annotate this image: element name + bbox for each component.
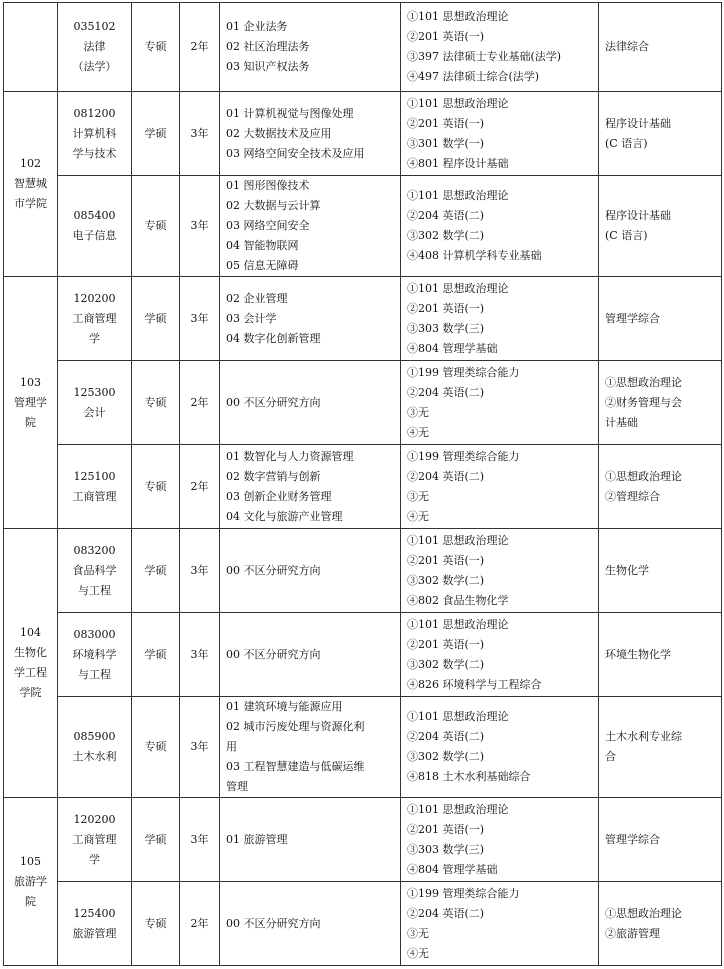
directions-cell xyxy=(220,613,401,697)
degree-type: 专硕 xyxy=(132,697,180,798)
retest-subject: 管理学综合 xyxy=(605,311,660,325)
directions-cell xyxy=(220,882,401,966)
major-name: 与工程 xyxy=(78,667,111,681)
study-years: 2年 xyxy=(180,445,220,529)
table-row xyxy=(4,529,722,613)
exam-subject: ②201 英语(一) xyxy=(407,822,485,836)
degree-type: 专硕 xyxy=(132,3,180,92)
study-years: 3年 xyxy=(180,798,220,882)
direction-item: 00 不区分研究方向 xyxy=(226,395,321,409)
exam-subjects-cell xyxy=(401,176,599,277)
retest-cell xyxy=(599,529,722,613)
exam-subject: ③无 xyxy=(407,489,429,503)
exam-subject: ①101 思想政治理论 xyxy=(407,710,509,723)
major-name: 旅游管理 xyxy=(72,926,117,940)
direction-item: 03 会计学 xyxy=(226,311,277,325)
major-name: 与工程 xyxy=(78,583,111,597)
exam-subjects-cell xyxy=(401,882,599,966)
direction-item: 01 计算机视觉与图像处理 xyxy=(226,106,354,120)
major-cell xyxy=(58,529,132,613)
table-row xyxy=(4,697,722,798)
major-name: （法学） xyxy=(72,60,117,73)
major-cell xyxy=(58,176,132,277)
exam-subjects-cell xyxy=(401,798,599,882)
study-years: 2年 xyxy=(180,882,220,966)
retest-cell xyxy=(599,697,722,798)
directions-cell xyxy=(220,176,401,277)
direction-item: 02 大数据与云计算 xyxy=(226,199,321,212)
exam-subject: ①101 思想政治理论 xyxy=(407,189,509,202)
major-name: 学 xyxy=(89,852,100,866)
major-name: 学与技术 xyxy=(72,146,117,160)
exam-subject: ①199 管理类综合能力 xyxy=(407,365,520,379)
college-cell xyxy=(4,3,58,92)
major-name: 土木水利 xyxy=(72,750,117,763)
exam-subject: ③无 xyxy=(407,926,429,940)
major-name: 食品科学 xyxy=(72,563,117,577)
direction-item: 02 城市污废处理与资源化利 xyxy=(226,720,365,733)
major-name: 法律 xyxy=(83,40,106,53)
retest-cell xyxy=(599,798,722,882)
retest-subject: ①思想政治理论 xyxy=(605,469,682,483)
exam-subject: ②204 英语(二) xyxy=(407,906,485,920)
retest-subject: 法律综合 xyxy=(605,40,649,53)
direction-item: 02 企业管理 xyxy=(226,291,288,305)
direction-item: 04 文化与旅游产业管理 xyxy=(226,509,343,523)
exam-subject: ①101 思想政治理论 xyxy=(407,802,509,816)
major-name: 电子信息 xyxy=(72,229,117,242)
major-name: 环境科学 xyxy=(72,647,117,661)
major-name: 学 xyxy=(89,331,100,345)
exam-subject: ②201 英语(一) xyxy=(407,553,485,567)
direction-item: 02 数字营销与创新 xyxy=(226,469,321,483)
study-years: 3年 xyxy=(180,277,220,361)
table-row xyxy=(4,798,722,882)
retest-cell xyxy=(599,613,722,697)
major-cell xyxy=(58,361,132,445)
exam-subject: ④408 计算机学科专业基础 xyxy=(407,249,542,262)
exam-subject: ③301 数学(一) xyxy=(407,136,485,150)
retest-cell xyxy=(599,92,722,176)
major-code: 083000 xyxy=(73,627,116,641)
exam-subject: ④801 程序设计基础 xyxy=(407,156,509,170)
degree-type: 学硕 xyxy=(132,277,180,361)
table-row xyxy=(4,92,722,176)
retest-subject: ②管理综合 xyxy=(605,489,660,503)
college-code: 103 xyxy=(20,375,41,389)
direction-item: 00 不区分研究方向 xyxy=(226,563,321,577)
study-years: 2年 xyxy=(180,3,220,92)
exam-subject: ③302 数学(二) xyxy=(407,573,485,587)
directions-cell xyxy=(220,445,401,529)
exam-subject: ④826 环境科学与工程综合 xyxy=(407,677,542,691)
retest-cell xyxy=(599,176,722,277)
major-name: 工商管理 xyxy=(72,489,117,503)
retest-subject: 生物化学 xyxy=(605,563,649,577)
exam-subject: ③303 数学(三) xyxy=(407,842,485,856)
direction-item: 01 企业法务 xyxy=(226,20,288,33)
degree-type: 专硕 xyxy=(132,445,180,529)
directions-cell xyxy=(220,277,401,361)
major-code: 120200 xyxy=(73,291,116,305)
table-row xyxy=(4,445,722,529)
college-name: 生物化 xyxy=(14,646,47,659)
table-row xyxy=(4,277,722,361)
major-cell xyxy=(58,697,132,798)
major-cell xyxy=(58,277,132,361)
college-code: 102 xyxy=(20,157,41,170)
degree-type: 学硕 xyxy=(132,613,180,697)
degree-type: 学硕 xyxy=(132,92,180,176)
retest-subject: 程序设计基础 xyxy=(605,116,671,130)
exam-subject: ①101 思想政治理论 xyxy=(407,281,509,295)
direction-item: 02 大数据技术及应用 xyxy=(226,126,332,140)
major-code: 081200 xyxy=(73,106,116,120)
table-row xyxy=(4,882,722,966)
exam-subject: ②201 英语(一) xyxy=(407,301,485,315)
college-code: 105 xyxy=(20,854,41,868)
retest-subject: ①思想政治理论 xyxy=(605,375,682,389)
exam-subjects-cell xyxy=(401,697,599,798)
directions-cell xyxy=(220,3,401,92)
degree-type: 学硕 xyxy=(132,529,180,613)
retest-cell xyxy=(599,445,722,529)
exam-subject: ②204 英语(二) xyxy=(407,385,485,399)
major-code: 120200 xyxy=(73,812,116,826)
direction-item: 03 网络空间安全技术及应用 xyxy=(226,146,365,160)
exam-subject: ④无 xyxy=(407,509,429,523)
retest-subject: 管理学综合 xyxy=(605,832,660,846)
college-name: 智慧城 xyxy=(14,177,47,190)
exam-subject: ④804 管理学基础 xyxy=(407,341,498,355)
direction-item: 04 智能物联网 xyxy=(226,239,299,252)
college-name: 市学院 xyxy=(14,197,47,210)
direction-item: 04 数字化创新管理 xyxy=(226,331,321,345)
college-name: 学工程 xyxy=(14,666,47,679)
directions-cell xyxy=(220,798,401,882)
direction-item: 管理 xyxy=(226,780,248,793)
exam-subject: ④497 法律硕士综合(法学) xyxy=(407,70,540,83)
major-name: 工商管理 xyxy=(72,832,117,846)
exam-subject: ④818 土木水利基础综合 xyxy=(407,770,531,783)
degree-type: 专硕 xyxy=(132,176,180,277)
table-row xyxy=(4,613,722,697)
retest-cell xyxy=(599,882,722,966)
exam-subject: ①101 思想政治理论 xyxy=(407,10,509,23)
retest-subject: 环境生物化学 xyxy=(605,647,671,661)
exam-subject: ①101 思想政治理论 xyxy=(407,96,509,110)
college-cell xyxy=(4,277,58,529)
direction-item: 00 不区分研究方向 xyxy=(226,916,321,930)
major-code: 125400 xyxy=(73,906,116,920)
study-years: 3年 xyxy=(180,92,220,176)
table-body xyxy=(4,3,722,966)
table-row xyxy=(4,361,722,445)
retest-subject: ②财务管理与会 xyxy=(605,395,682,409)
exam-subjects-cell xyxy=(401,277,599,361)
college-cell xyxy=(4,529,58,798)
table-row xyxy=(4,3,722,92)
study-years: 3年 xyxy=(180,176,220,277)
exam-subject: ②201 英语(一) xyxy=(407,637,485,651)
exam-subject: ①101 思想政治理论 xyxy=(407,617,509,631)
direction-item: 03 网络空间安全 xyxy=(226,219,310,232)
exam-subject: ②201 英语(一) xyxy=(407,116,485,130)
table-row xyxy=(4,176,722,277)
retest-cell xyxy=(599,277,722,361)
exam-subject: ③无 xyxy=(407,405,429,419)
exam-subject: ②204 英语(二) xyxy=(407,469,485,483)
exam-subject: ③303 数学(三) xyxy=(407,321,485,335)
college-cell xyxy=(4,798,58,966)
college-name: 管理学 xyxy=(14,395,47,409)
exam-subjects-cell xyxy=(401,92,599,176)
exam-subject: ②204 英语(二) xyxy=(407,209,485,222)
degree-type: 专硕 xyxy=(132,882,180,966)
direction-item: 00 不区分研究方向 xyxy=(226,647,321,661)
major-name: 计算机科 xyxy=(72,126,117,140)
major-cell xyxy=(58,798,132,882)
major-cell xyxy=(58,882,132,966)
major-cell xyxy=(58,613,132,697)
direction-item: 用 xyxy=(226,740,237,753)
retest-cell xyxy=(599,3,722,92)
exam-subjects-cell xyxy=(401,3,599,92)
major-code: 085400 xyxy=(73,209,116,222)
exam-subject: ③302 数学(二) xyxy=(407,750,485,763)
retest-subject: (C 语言) xyxy=(605,229,648,242)
retest-subject: 土木水利专业综 xyxy=(605,730,682,743)
exam-subjects-cell xyxy=(401,361,599,445)
study-years: 2年 xyxy=(180,361,220,445)
exam-subject: ④802 食品生物化学 xyxy=(407,593,509,607)
directions-cell xyxy=(220,697,401,798)
directions-cell xyxy=(220,92,401,176)
retest-subject: 程序设计基础 xyxy=(605,209,671,222)
major-cell xyxy=(58,445,132,529)
retest-subject: ②旅游管理 xyxy=(605,926,660,940)
direction-item: 01 数智化与人力资源管理 xyxy=(226,449,354,463)
exam-subject: ①199 管理类综合能力 xyxy=(407,886,520,900)
major-name: 会计 xyxy=(83,405,106,419)
college-name: 旅游学 xyxy=(14,874,47,888)
exam-subject: ④无 xyxy=(407,425,429,439)
direction-item: 03 工程智慧建造与低碳运维 xyxy=(226,760,365,773)
degree-type: 学硕 xyxy=(132,798,180,882)
exam-subject: ④804 管理学基础 xyxy=(407,862,498,876)
retest-subject: 合 xyxy=(605,750,616,763)
exam-subject: ③302 数学(二) xyxy=(407,657,485,671)
major-code: 083200 xyxy=(73,543,116,557)
major-code: 085900 xyxy=(73,730,116,743)
major-code: 125300 xyxy=(73,385,116,399)
retest-subject: ①思想政治理论 xyxy=(605,906,682,920)
retest-cell xyxy=(599,361,722,445)
exam-subject: ①101 思想政治理论 xyxy=(407,533,509,547)
college-name: 院 xyxy=(25,415,36,429)
major-cell xyxy=(58,3,132,92)
college-code: 104 xyxy=(20,626,41,639)
direction-item: 03 知识产权法务 xyxy=(226,60,310,73)
directions-cell xyxy=(220,529,401,613)
exam-subject: ③302 数学(二) xyxy=(407,229,485,242)
direction-item: 02 社区治理法务 xyxy=(226,40,310,53)
exam-subject: ④无 xyxy=(407,946,429,960)
direction-item: 01 建筑环境与能源应用 xyxy=(226,700,343,713)
exam-subjects-cell xyxy=(401,613,599,697)
retest-subject: 计基础 xyxy=(605,415,638,429)
major-cell xyxy=(58,92,132,176)
direction-item: 03 创新企业财务管理 xyxy=(226,489,332,503)
retest-subject: (C 语言) xyxy=(605,136,648,150)
exam-subject: ②201 英语(一) xyxy=(407,30,485,43)
major-code: 125100 xyxy=(73,469,116,483)
exam-subject: ③397 法律硕士专业基础(法学) xyxy=(407,50,562,63)
direction-item: 01 图形图像技术 xyxy=(226,179,310,192)
college-cell xyxy=(4,92,58,277)
admissions-table xyxy=(3,2,722,966)
exam-subject: ①199 管理类综合能力 xyxy=(407,449,520,463)
college-name: 院 xyxy=(25,894,36,908)
directions-cell xyxy=(220,361,401,445)
major-code: 035102 xyxy=(73,20,116,33)
exam-subjects-cell xyxy=(401,445,599,529)
study-years: 3年 xyxy=(180,529,220,613)
exam-subject: ②204 英语(二) xyxy=(407,730,485,743)
major-name: 工商管理 xyxy=(72,311,117,325)
college-name: 学院 xyxy=(19,686,42,699)
exam-subjects-cell xyxy=(401,529,599,613)
degree-type: 专硕 xyxy=(132,361,180,445)
study-years: 3年 xyxy=(180,697,220,798)
study-years: 3年 xyxy=(180,613,220,697)
direction-item: 01 旅游管理 xyxy=(226,832,288,846)
direction-item: 05 信息无障碍 xyxy=(226,259,299,272)
